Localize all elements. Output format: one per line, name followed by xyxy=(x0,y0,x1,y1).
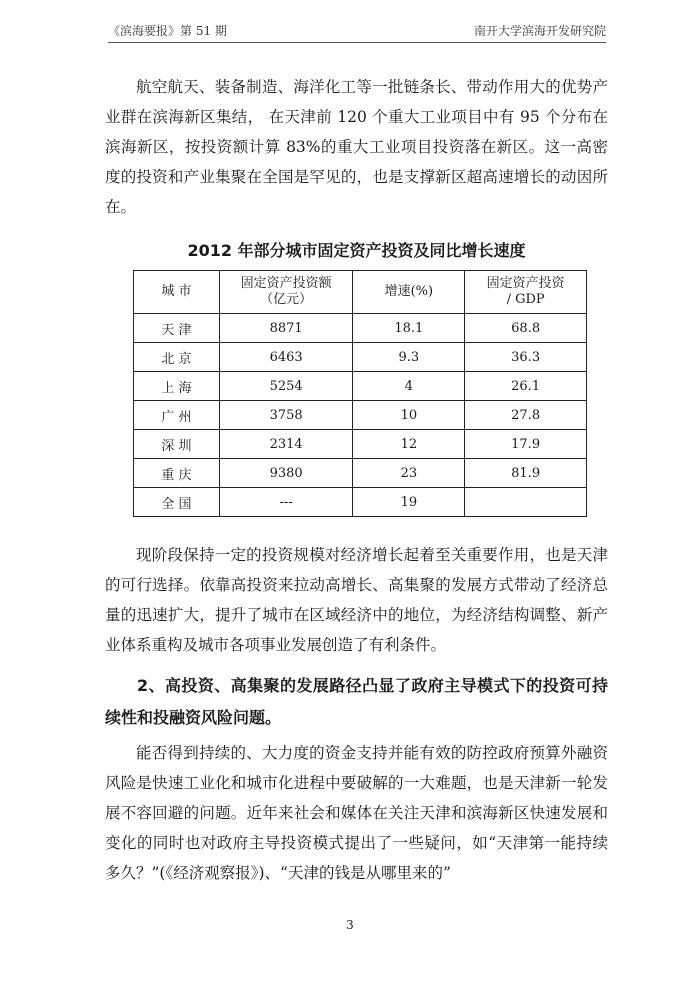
paragraph-investment-scale: 现阶段保持一定的投资规模对经济增长起着至关重要作用，也是天津的可行选择。依靠高投资来拉动高增长、高集聚的发展方式带动了经济总量的迅速扩大，提升了城市在区域经济中的地位，为经济结构调整、新产业体系重构及城市各项事业发展创造了有利条件。 xyxy=(105,546,608,654)
cell-city: 天 津 xyxy=(134,314,220,343)
cell-ratio xyxy=(465,488,587,517)
cell-investment: 5254 xyxy=(219,372,353,401)
header-journal-title: 《滨海要报》第 51 期 xyxy=(108,24,227,38)
cell-ratio: 68.8 xyxy=(465,314,587,343)
cell-growth: 18.1 xyxy=(353,314,465,343)
cell-growth: 19 xyxy=(353,488,465,517)
cell-ratio: 17.9 xyxy=(465,430,587,459)
cell-city: 北 京 xyxy=(134,343,220,372)
paragraph-financing-risk: 能否得到持续的、大力度的资金支持并能有效的防控政府预算外融资风险是快速工业化和城市化进程中要破解的一大难题，也是天津新一轮发展不容回避的问题。近年来社会和媒体在关注天津和滨海新区快速发展和变化的同时也对政府主导投资模式提出了一些疑问，如“天津第一能持续多久？”(《经济观察报》)、“天津的钱是从哪里来的” xyxy=(105,744,608,882)
table-row xyxy=(134,343,587,372)
cell-investment: 8871 xyxy=(219,314,353,343)
paragraph-industry-cluster: 航空航天、装备制造、海洋化工等一批链条长、带动作用大的优势产业群在滨海新区集结， 在天津前 120 个重大工业项目中有 95 个分布在滨海新区，按投资额计算 83%的重大工业项目投资落在新区。这一高密度的投资和产业集聚在全国是罕见的，也是支撑新区超高速增长的动因所在。 xyxy=(105,78,608,216)
table-header-row xyxy=(134,271,587,314)
cell-city: 上 海 xyxy=(134,372,220,401)
cell-growth: 4 xyxy=(353,372,465,401)
cell-ratio: 26.1 xyxy=(465,372,587,401)
header-growth: 增速(%) xyxy=(353,271,465,314)
cell-investment: --- xyxy=(219,488,353,517)
cell-investment: 3758 xyxy=(219,401,353,430)
header-ratio: 固定资产投资 / GDP xyxy=(465,271,587,314)
table-title: 2012 年部分城市固定资产投资及同比增长速度 xyxy=(187,241,526,260)
cell-city: 深 圳 xyxy=(134,430,220,459)
cell-city: 重 庆 xyxy=(134,459,220,488)
cell-growth: 23 xyxy=(353,459,465,488)
table-row xyxy=(134,314,587,343)
cell-ratio: 81.9 xyxy=(465,459,587,488)
header-city: 城 市 xyxy=(134,271,220,314)
cell-growth: 12 xyxy=(353,430,465,459)
cell-growth: 10 xyxy=(353,401,465,430)
header-investment: 固定资产投资额 （亿元） xyxy=(219,271,353,314)
cell-growth: 9.3 xyxy=(353,343,465,372)
table-row xyxy=(134,459,587,488)
table-row xyxy=(134,372,587,401)
investment-table xyxy=(133,270,587,517)
cell-investment: 9380 xyxy=(219,459,353,488)
header-institution: 南开大学滨海开发研究院 xyxy=(473,24,606,38)
cell-city: 全 国 xyxy=(134,488,220,517)
table-row xyxy=(134,430,587,459)
cell-city: 广 州 xyxy=(134,401,220,430)
page-number: 3 xyxy=(346,918,354,932)
table-row xyxy=(134,488,587,517)
cell-ratio: 27.8 xyxy=(465,401,587,430)
cell-investment: 2314 xyxy=(219,430,353,459)
section-heading: 2、高投资、高集聚的发展路径凸显了政府主导模式下的投资可持续性和投融资风险问题。 xyxy=(105,676,608,727)
page-header xyxy=(108,20,606,43)
cell-investment: 6463 xyxy=(219,343,353,372)
table-row xyxy=(134,401,587,430)
cell-ratio: 36.3 xyxy=(465,343,587,372)
